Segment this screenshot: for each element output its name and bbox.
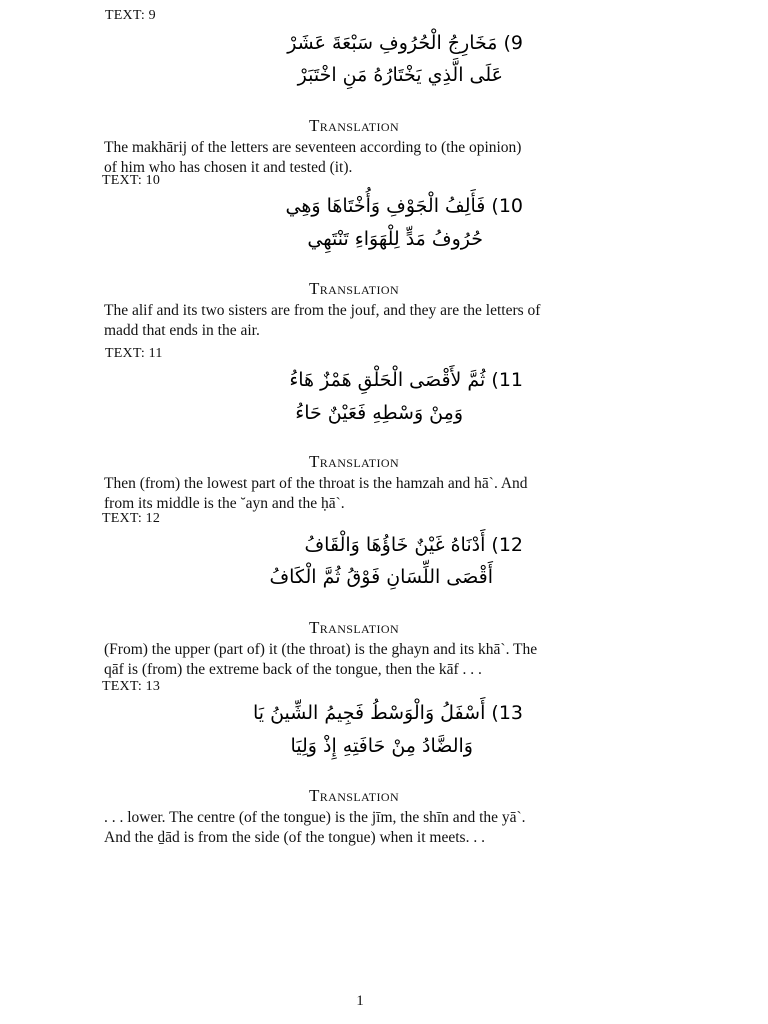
translation-line: The alif and its two sisters are from the jouf, and they are the letters of — [104, 302, 541, 319]
translation-text — [104, 808, 599, 848]
page-number: 1 — [356, 993, 364, 1009]
translation-heading: Translation — [308, 116, 400, 135]
text-label: TEXT: 13 — [102, 679, 161, 694]
arabic-verse-line-2: عَلَى الَّذِي يَخْتَارُهُ مَنِ اخْتَبَرْ — [297, 64, 503, 86]
arabic-verse-line-2: وَمِنْ وَسْطِهِ فَعَيْنٌ حَاءُ — [295, 402, 463, 424]
text-label: TEXT: 12 — [102, 511, 161, 526]
text-label: TEXT: 9 — [105, 8, 156, 23]
arabic-verse-line-2: وَالضَّادُ مِنْ حَافَتِهِ إِذْ وَلِيَا — [290, 735, 473, 757]
translation-line: And the ḏād is from the side (of the tongue) when it meets. . . — [104, 829, 485, 846]
arabic-verse-line-1: 9) مَخَارِجُ الْحُرُوفِ سَبْعَةَ عَشَرْ — [287, 32, 523, 54]
translation-heading: Translation — [308, 786, 400, 805]
text-label: TEXT: 10 — [102, 173, 161, 188]
translation-heading: Translation — [308, 279, 400, 298]
translation-heading: Translation — [308, 618, 400, 637]
translation-line: from its middle is the ˘ayn and the ḥā`. — [104, 495, 345, 512]
translation-line: The makhārij of the letters are seventeen according to (the opinion) — [104, 139, 522, 156]
arabic-verse-line-2: أَقْصَى اللِّسَانِ فَوْقُ ثُمَّ الْكَافُ — [269, 566, 493, 588]
translation-text — [104, 301, 599, 341]
arabic-verse-line-1: 10) فَأَلِفُ الْجَوْفِ وَأُخْتَاهَا وَهِي — [285, 195, 523, 217]
translation-line: madd that ends in the air. — [104, 322, 260, 339]
translation-line: Then (from) the lowest part of the throat is the hamzah and hā`. And — [104, 475, 528, 492]
arabic-verse-line-1: 13) أَسْفَلُ وَالْوَسْطُ فَجِيمُ الشِّينُ يَا — [252, 702, 523, 724]
arabic-verse-line-1: 11) ثُمَّ لأَقْصَى الْحَلْقِ هَمْزٌ هَاءُ — [289, 369, 523, 391]
translation-text — [104, 640, 599, 680]
arabic-verse-line-2: حُرُوفُ مَدٍّ لِلْهَوَاءِ تَنْتَهِي — [307, 228, 483, 250]
translation-line: qāf is (from) the extreme back of the tongue, then the kāf . . . — [104, 661, 482, 678]
translation-text — [104, 474, 599, 514]
translation-text — [104, 138, 599, 178]
translation-heading: Translation — [308, 452, 400, 471]
translation-line: of him who has chosen it and tested (it). — [104, 159, 353, 176]
translation-line: (From) the upper (part of) it (the throat) is the ghayn and its khā`. The — [104, 641, 538, 658]
translation-line: . . . lower. The centre (of the tongue) is the jīm, the shīn and the yā`. — [104, 809, 526, 826]
arabic-verse-line-1: 12) أَدْنَاهُ غَيْنٌ خَاؤُهَا وَالْقَافُ — [304, 534, 523, 556]
text-label: TEXT: 11 — [105, 346, 163, 361]
